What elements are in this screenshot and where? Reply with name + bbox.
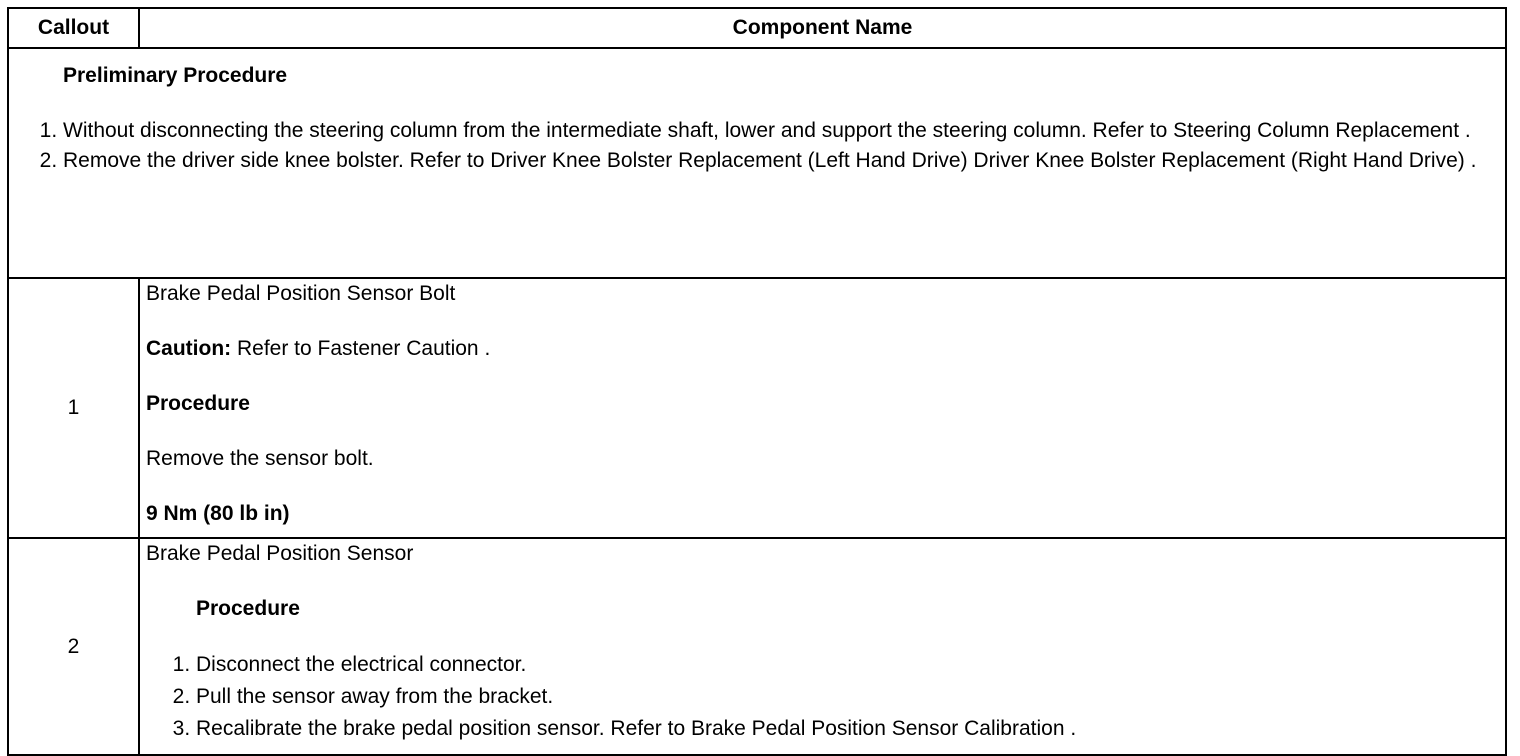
preliminary-title: Preliminary Procedure — [63, 64, 288, 87]
component-name: Brake Pedal Position Sensor — [146, 542, 414, 565]
caution-text: Refer to Fastener Caution . — [231, 337, 491, 360]
procedure-label: Procedure — [196, 597, 300, 620]
table-row — [8, 278, 1506, 538]
preliminary-row — [8, 48, 1506, 278]
torque-spec: 9 Nm (80 lb in) — [146, 502, 290, 525]
procedure-steps — [146, 649, 1505, 745]
header-callout: Callout — [8, 8, 139, 48]
procedure-label: Procedure — [146, 392, 250, 415]
caution-label: Caution: — [146, 337, 232, 360]
header-component-name: Component Name — [139, 8, 1506, 48]
preliminary-steps — [9, 116, 1505, 176]
component-cell — [139, 278, 1506, 538]
preliminary-cell — [8, 48, 1506, 278]
header-row — [8, 8, 1506, 48]
caution-line — [146, 334, 1505, 364]
procedure-table — [7, 7, 1507, 756]
procedure-step: 3. Recalibrate the brake pedal position sensor. Refer to Brake Pedal Position Sensor Calibration . — [196, 713, 1505, 745]
preliminary-step: 1. Without disconnecting the steering column from the intermediate shaft, lower and support the steering column. Refer to Steering Column Replacement . — [63, 116, 1505, 146]
callout-number: 2 — [8, 538, 139, 755]
preliminary-step: 2. Remove the driver side knee bolster. Refer to Driver Knee Bolster Replacement (Left Hand Drive) Driver Knee Bolster Replacement (Right Hand Drive) . — [63, 146, 1505, 176]
procedure-step: 2. Pull the sensor away from the bracket. — [196, 681, 1505, 713]
procedure-step: 1. Disconnect the electrical connector. — [196, 649, 1505, 681]
procedure-text: Remove the sensor bolt. — [146, 447, 374, 470]
component-name: Brake Pedal Position Sensor Bolt — [146, 282, 456, 305]
table-row — [8, 538, 1506, 755]
callout-number: 1 — [8, 278, 139, 538]
component-cell — [139, 538, 1506, 755]
